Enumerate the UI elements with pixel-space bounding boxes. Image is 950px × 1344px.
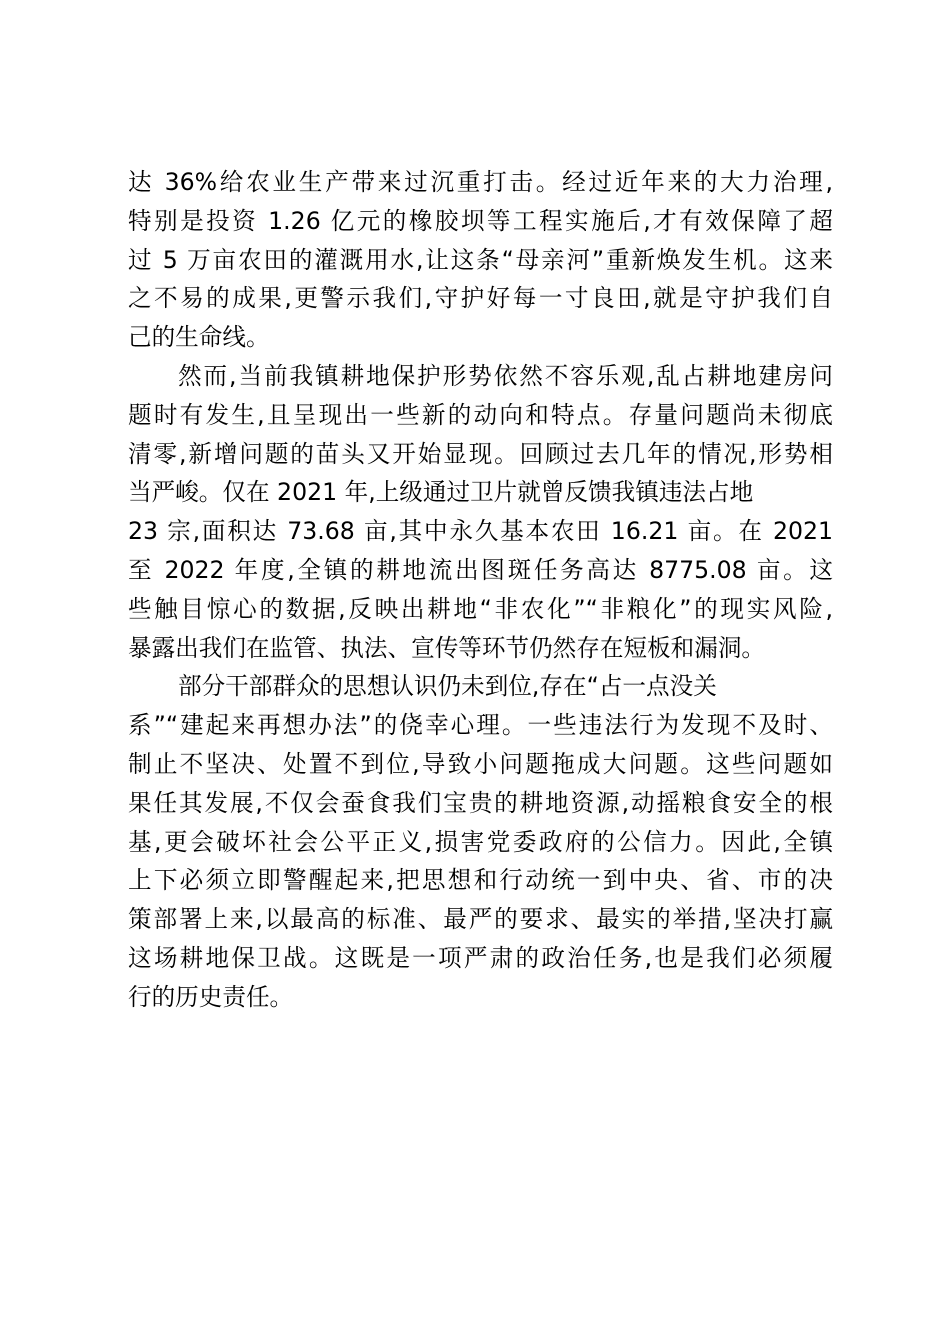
text-line: 暴露出我们在监管、执法、宣传等环节仍然存在短板和漏洞。 [128,633,766,662]
text-line: 果任其发展,不仅会蚕食我们宝贵的耕地资源,动摇粮食安全的根 [128,788,833,817]
text-line: 达 36%给农业生产带来过沉重打击。经过近年来的大力治理, [128,168,833,196]
text-line: 上下必须立即警醒起来,把思想和行动统一到中央、省、市的决 [128,866,833,895]
text-line: 特别是投资 1.26 亿元的橡胶坝等工程实施后,才有效保障了超 [128,206,833,235]
text-line: 23 宗,面积达 73.68 亩,其中永久基本农田 16.21 亩。在 2021 [128,517,833,546]
text-line: 这场耕地保卫战。这既是一项严肃的政治任务,也是我们必须履 [128,943,833,972]
text-line: 制止不坚决、处置不到位,导致小问题拖成大问题。这些问题如 [128,749,833,778]
document-body [128,163,833,1017]
text-line: 题时有发生,且呈现出一些新的动向和特点。存量问题尚未彻底 [128,400,833,429]
text-line: 然而,当前我镇耕地保护形势依然不容乐观,乱占耕地建房问 [178,361,833,390]
text-line: 基,更会破坏社会公平正义,损害党委政府的公信力。因此,全镇 [128,827,833,856]
text-line: 清零,新增问题的苗头又开始显现。回顾过去几年的情况,形势相 [128,439,833,468]
text-line: 当严峻。仅在 2021 年,上级通过卫片就曾反馈我镇违法占地 [128,478,754,507]
text-line: 己的生命线。 [128,323,270,352]
text-line: 过 5 万亩农田的灌溉用水,让这条“母亲河”重新焕发生机。这来 [128,245,833,274]
text-line: 之不易的成果,更警示我们,守护好每一寸良田,就是守护我们自 [128,284,833,313]
text-line: 策部署上来,以最高的标准、最严的要求、最实的举措,坚决打赢 [128,905,833,934]
text-line: 些触目惊心的数据,反映出耕地“非农化”“非粮化”的现实风险, [128,594,833,623]
text-line: 行的历史责任。 [128,982,294,1011]
text-line: 系”“建起来再想办法”的侥幸心理。一些违法行为发现不及时、 [128,711,833,740]
text-line: 至 2022 年度,全镇的耕地流出图斑任务高达 8775.08 亩。这 [128,555,833,584]
text-line: 部分干部群众的思想认识仍未到位,存在“占一点没关 [178,672,717,701]
